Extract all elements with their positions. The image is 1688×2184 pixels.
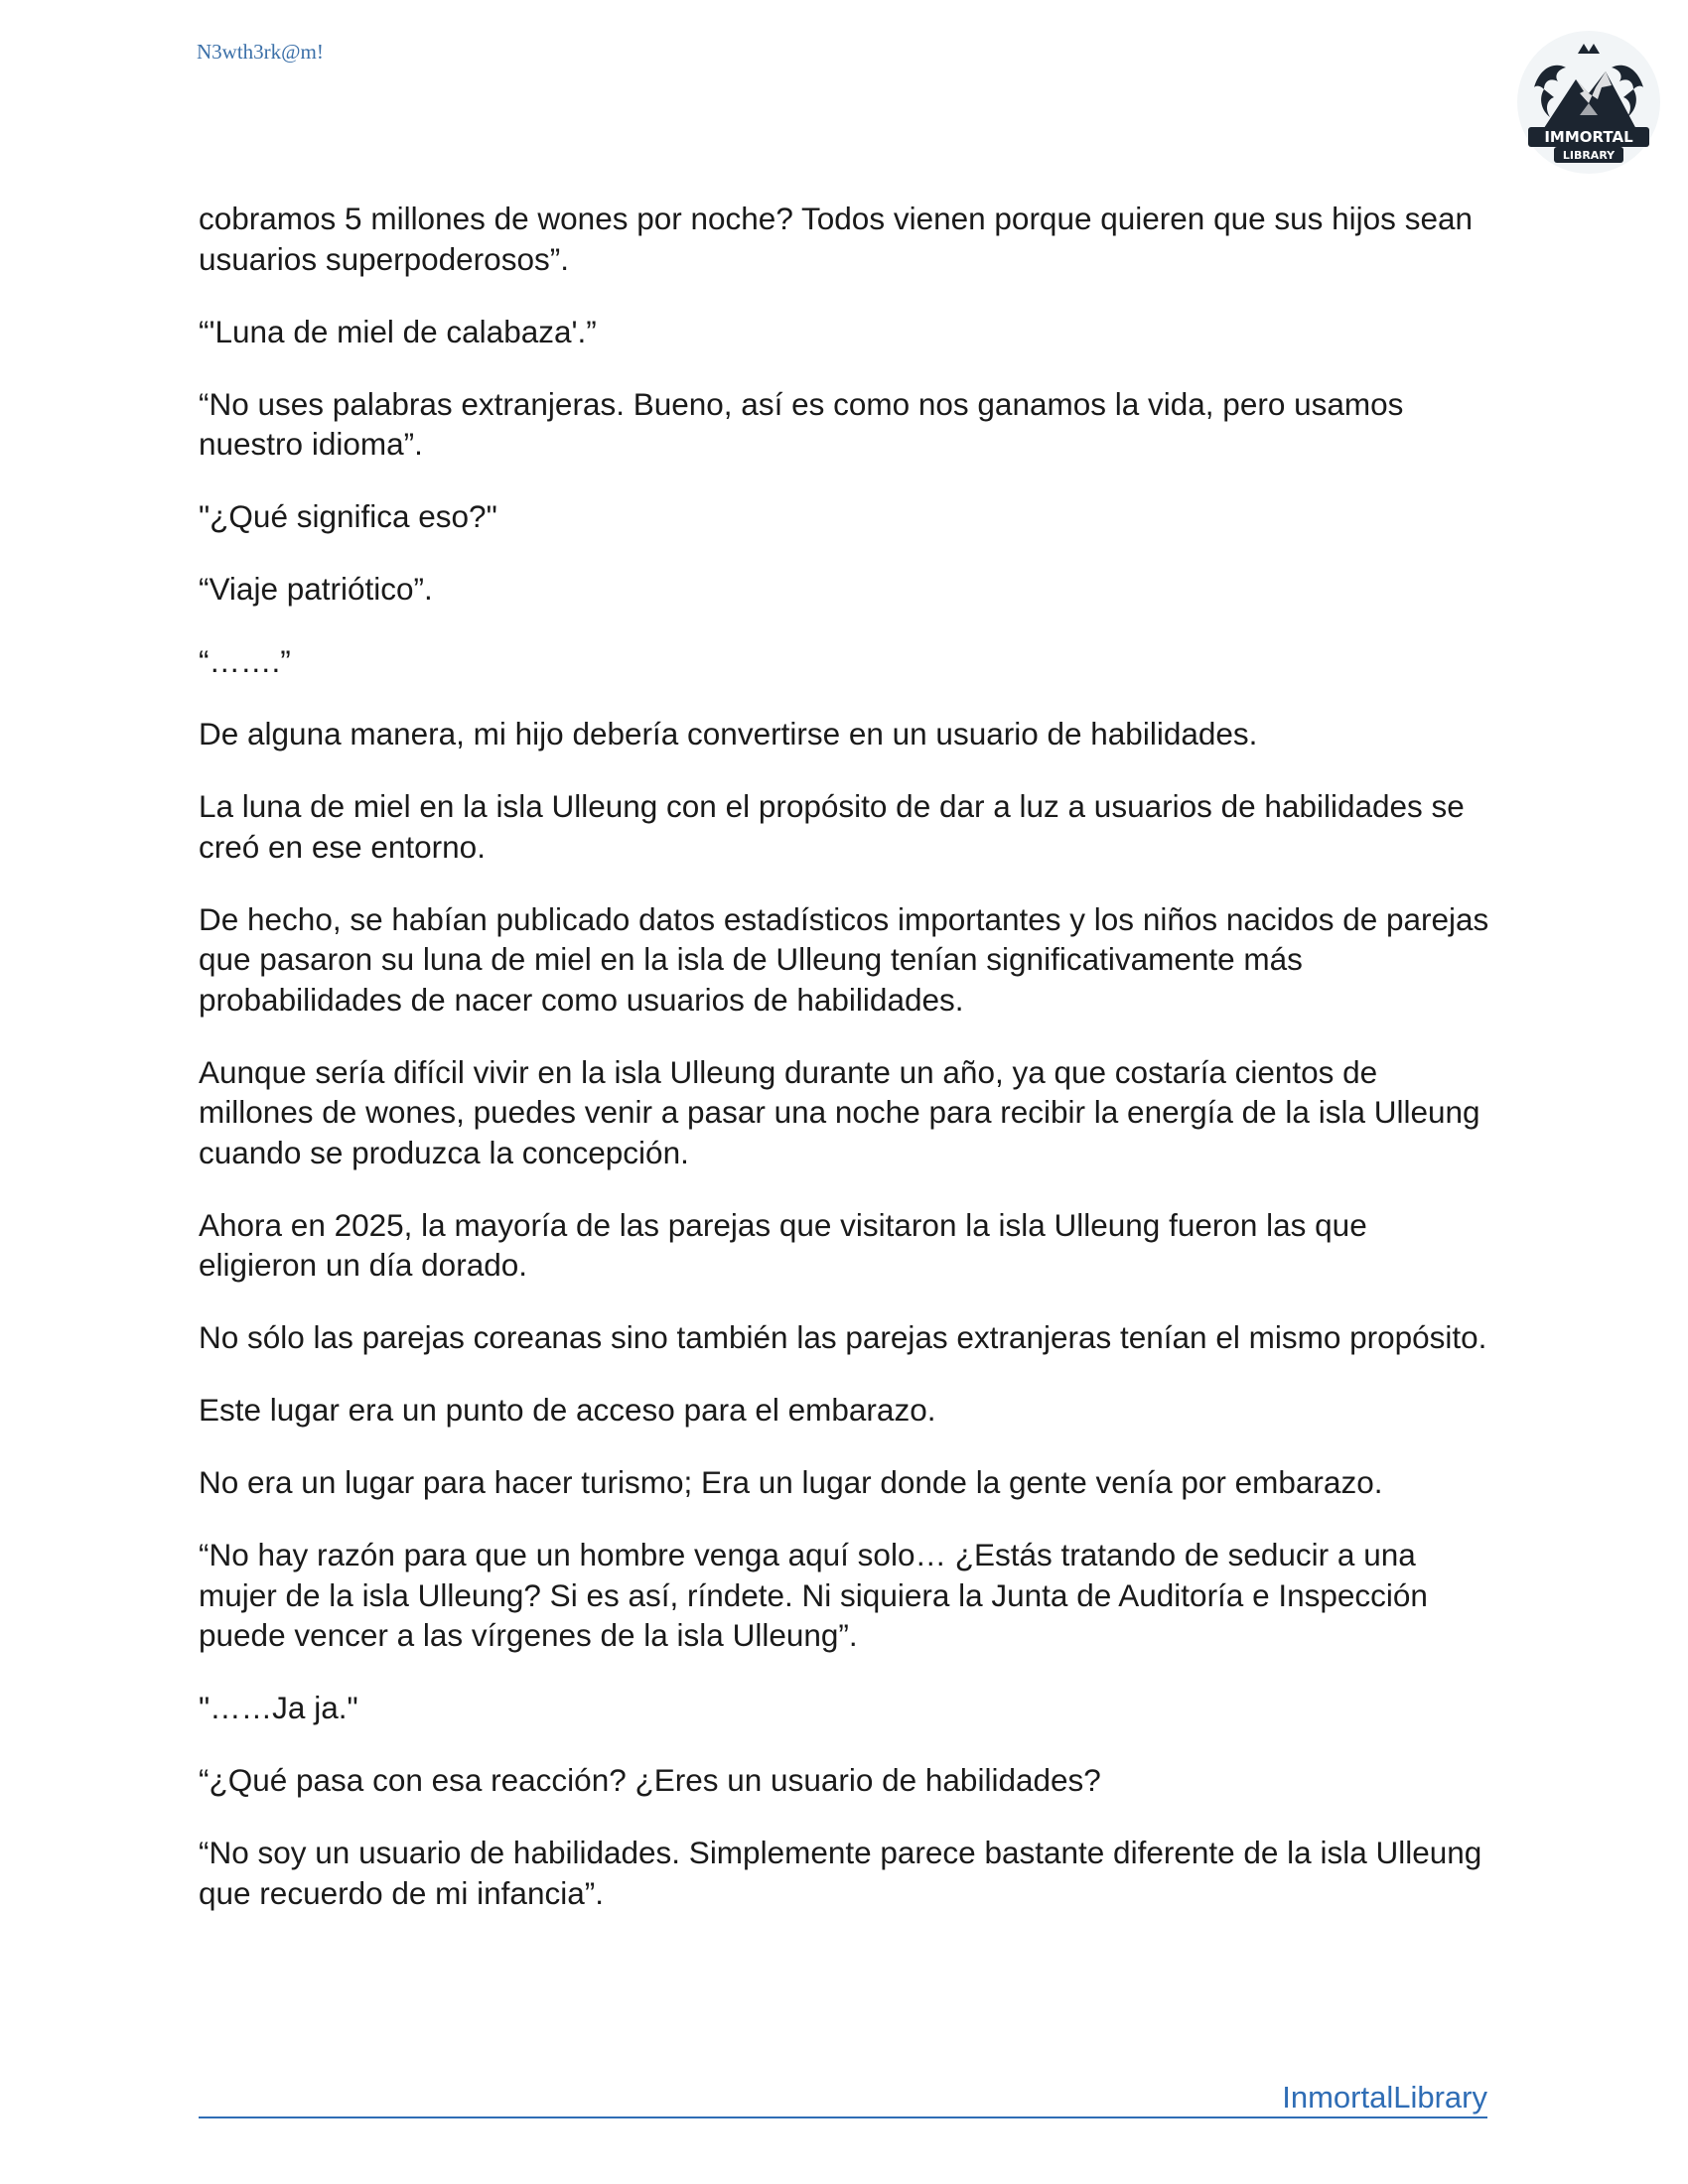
paragraph: "¿Qué significa eso?" (199, 498, 497, 534)
paragraph: “No hay razón para que un hombre venga aquí solo… ¿Estás tratando de seducir a una mujer de la isla Ulleung? Si es así, ríndete. Ni siquiera la Junta de Auditoría e Inspección puede vencer a las vírgenes de la isla Ulleung”. (199, 1537, 1428, 1653)
paragraph: “¿Qué pasa con esa reacción? ¿Eres un usuario de habilidades? (199, 1762, 1101, 1798)
paragraph: “No soy un usuario de habilidades. Simplemente parece bastante diferente de la isla Ulleung que recuerdo de mi infancia”. (199, 1835, 1482, 1911)
dragon-mountain-emblem-icon (1514, 28, 1663, 177)
paragraph: Ahora en 2025, la mayoría de las parejas que visitaron la isla Ulleung fueron las que eligieron un día dorado. (199, 1206, 1367, 1283)
footer-divider (199, 2116, 1487, 2118)
paragraph: “No uses palabras extranjeras. Bueno, así es como nos ganamos la vida, pero usamos nuestro idioma”. (199, 385, 1404, 462)
logo-line1: IMMORTAL (1544, 128, 1633, 146)
footer-link[interactable]: InmortalLibrary (1282, 2080, 1487, 2115)
paragraph: cobramos 5 millones de wones por noche? Todos vienen porque quieren que sus hijos sean usuarios superpoderosos”. (199, 201, 1473, 277)
paragraph: De alguna manera, mi hijo debería convertirse en un usuario de habilidades. (199, 716, 1258, 751)
paragraph: La luna de miel en la isla Ulleung con el propósito de dar a luz a usuarios de habilidades se creó en ese entorno. (199, 788, 1465, 865)
paragraph: Este lugar era un punto de acceso para el embarazo. (199, 1392, 936, 1428)
paragraph: “Viaje patriótico”. (199, 571, 433, 607)
paragraph: No era un lugar para hacer turismo; Era un lugar donde la gente venía por embarazo. (199, 1464, 1383, 1500)
header-watermark: N3wth3rk@m! (197, 40, 324, 64)
paragraph: “'Luna de miel de calabaza'.” (199, 313, 597, 349)
document-body (199, 199, 1489, 1946)
paragraph: “…….” (199, 643, 291, 679)
paragraph: "……Ja ja." (199, 1690, 358, 1725)
paragraph: Aunque sería difícil vivir en la isla Ulleung durante un año, ya que costaría cientos de millones de wones, puedes venir a pasar una noche para recibir la energía de la isla Ulleung cuando se produzca la concepción. (199, 1053, 1480, 1170)
logo-line2: LIBRARY (1562, 149, 1616, 162)
paragraph: No sólo las parejas coreanas sino también las parejas extranjeras tenían el mismo propósito. (199, 1319, 1487, 1355)
paragraph: De hecho, se habían publicado datos estadísticos importantes y los niños nacidos de parejas que pasaron su luna de miel en la isla de Ulleung tenían significativamente más probabilidades de nacer como usuarios de habilidades. (199, 900, 1489, 1018)
immortal-library-logo (1514, 28, 1663, 177)
